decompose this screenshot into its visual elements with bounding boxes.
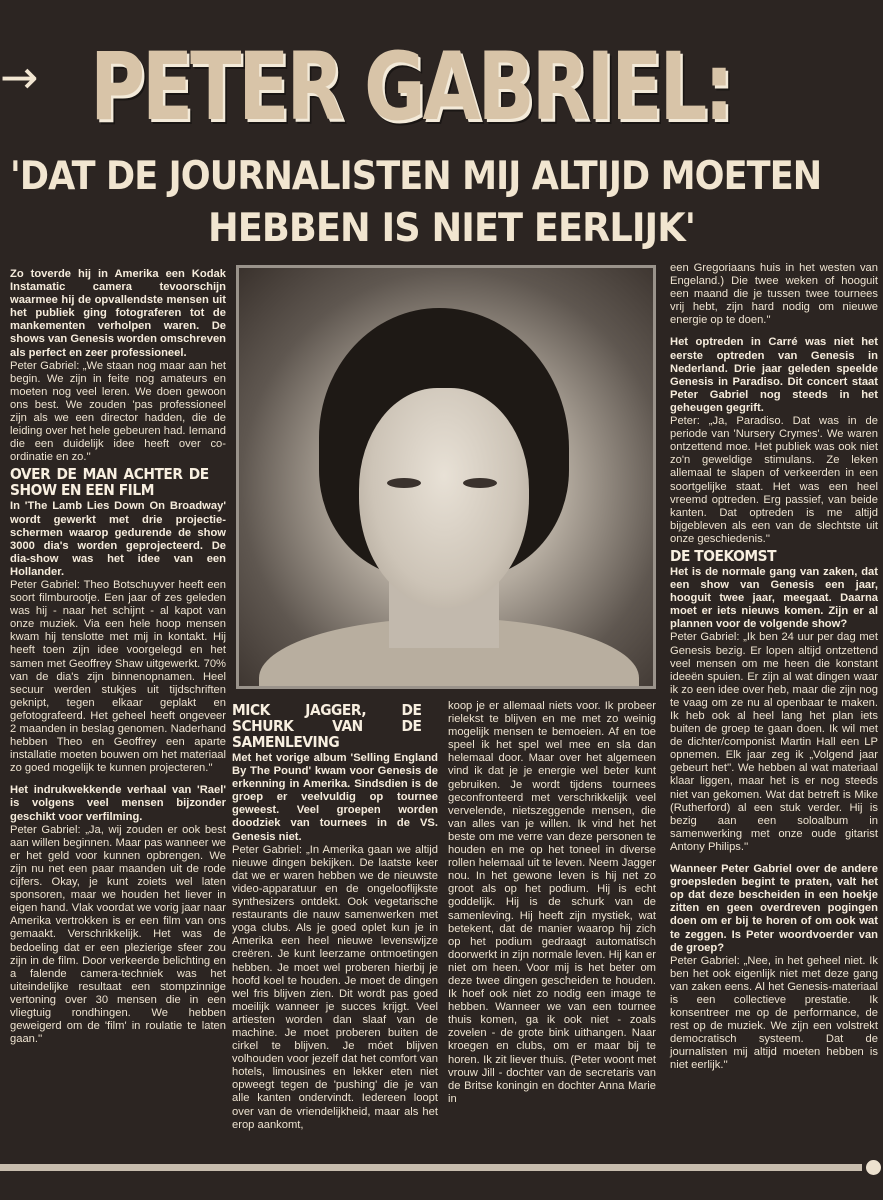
article-column-4 (448, 700, 656, 1106)
arrow-icon: → (0, 50, 39, 104)
article-column-5 (670, 262, 878, 1073)
body-paragraph: Peter Gabriel: „Nee, in het geheel niet. Ik ben het ook eigenlijk niet met deze gang van zaken eens. Al het Genesis-materiaal is een collectieve prestatie. Ik konsentreer me op de performance, de rest op de muziek. We zijn een volstrekt democratisch systeem. Dat de journalisten mij altijd moeten hebben is niet eerlijk.'' (670, 954, 878, 1072)
body-paragraph: Peter Gabriel: „Ja, wij zouden er ook best aan willen beginnen. Maar pas wanneer we er het geld voor kunnen opbrengen. We zijn nu net een paar maanden uit de rode cijfers. Okay, je kunt zoiets wel laten sponsoren, maar we houden het liever in eigen hand. Vlak voordat we vorig jaar naar Amerika vertrokken is er een film van ons gemaakt. Verschrikkelijk. Het was de bedoeling dat er een plezierige sfeer zou zijn in de film. Door verkeerde belichting en a falende camera-techniek was het uiteindelijke resultaat een stompzinnige vertoning over 30 mensen die in een vliegtuig rondhingen. We hebben geweigerd om de 'film' in roulatie te laten gaan.'' (10, 823, 226, 1046)
subtitle-line-2: HEBBEN IS NIET EERLIJK' (208, 206, 696, 251)
section-heading: OVER DE MAN ACHTER DE SHOW EN EEN FILM (10, 465, 209, 500)
lead-paragraph: Het is de normale gang van zaken, dat een show van Genesis een jaar, hooguit twee jaar, meegaat. Daarna moet er iets nieuws komen. Zijn er al plannen voor de volgende show? (670, 565, 878, 631)
section-heading: MICK JAGGER, DE SCHURK VAN DE SAMENLEVING (232, 701, 422, 751)
body-paragraph: Peter Gabriel: „In Amerika gaan we altijd nieuwe dingen bekijken. De laatste keer dat we er waren hebben we de nieuwste video-apparatuur en de ongelooflijkste synthesizers ontdekt. Ook vegetarische restaurants die nauw samenwerken met yoga clubs. Als je goed oplet kun je in Amerika een heel nieuwe levenswijze creëren. Je kunt leerzame ontmoetingen hebben. Je moet wel proberen hierbij je hoofd koel te houden. Je moet de dingen wel fris blijven zien. Dit wordt pas goed moeilijk wanneer je succes krijgt. Veel artiesten worden dan slaaf van de machine. Je moet proberen buiten de cirkel te blijven. Je móet blijven volhouden voor jezelf dat het comfort van hotels, limousines en lekker eten niet opweegt tegen de 'pushing' die je van alle kanten ondervindt. Iedereen loopt over van de vriendelijkheid, maar als het erop aankomt, (232, 843, 438, 1131)
article-column-3 (232, 700, 438, 1132)
intro-paragraph: Zo toverde hij in Amerika een Kodak Instamatic camera tevoorschijn waarmee hij de opvallendste mensen uit het publiek ging fotograferen tot de mankementen verholpen waren. De shows van Genesis worden omschreven als perfect en zeer professioneel. (10, 268, 226, 359)
photo-eye-left (387, 478, 421, 488)
body-paragraph: Peter Gabriel: „We staan nog maar aan het begin. We zijn in feite nog amateurs en moeten nog veel leren. We doen gewoon ons best. We zouden 'pas professioneel zijn als we een director hadden, die de leiding over het hele gebeuren had. Iemand die een duidelijk idee heeft over co-ordinatie en zo.'' (10, 359, 226, 464)
bottom-rule (0, 1164, 862, 1171)
body-paragraph: Peter: „Ja, Paradiso. Dat was in de periode van 'Nursery Crymes'. We waren ontzettend moe. Het publiek was ook niet zo'n geweldige stimulans. Ze leken allemaal te slapen of verkeerden in een soortgelijke staat. Het was een heel vreemd optreden. Erg passief, van beide kanten. Dat optreden is me altijd bijgebleven als een van de slechtste uit onze geschiedenis.'' (670, 415, 878, 545)
article-column-1 (10, 268, 226, 1046)
body-paragraph: Peter Gabriel: Theo Botschuyver heeft een soort filmburootje. Een jaar of zes geleden was hij - naar het schijnt - al kapot van onze muziek. Via een hele hoop mensen kwam hij tenslotte met mij in kontakt. Hij heeft toen zijn idee voorgelegd en het samen met Geoffrey Shaw uitgewerkt. 70% van de dia's zijn binnenopnamen. Heel secuur werden stukjes uit tijdschriften geknipt, tegen elkaar geplakt en gefotografeerd. Het geheel heeft ongeveer 2 maanden in beslag genomen. Naderhand hebben Theo en Geoffrey een aparte installatie moeten bouwen om het materiaal zo goed mogelijk te kunnen projecteren.'' (10, 578, 226, 775)
lead-paragraph: Met het vorige album 'Selling England By The Pound' kwam voor Genesis de erkenning in Amerika. Sindsdien is de groep er veelvuldig op tournee geweest. Veel groepen worden doodziek van tournees in de VS. Genesis niet. (232, 752, 438, 843)
lead-paragraph: Wanneer Peter Gabriel over de andere groepsleden begint te praten, valt het op dat deze bescheiden in een hoekje zitten en geen overdreven pogingen doen om er bij te horen of om ook wat te zeggen. Is Peter woordvoerder van de groep? (670, 863, 878, 954)
article-title: PETER GABRIEL: (90, 33, 731, 142)
subtitle-line-1: 'DAT DE JOURNALISTEN MIJ ALTIJD MOETEN (10, 154, 822, 199)
end-dot-icon (866, 1160, 881, 1175)
lead-paragraph: In 'The Lamb Lies Down On Broadway' wordt gewerkt met drie projectie-schermen waarop gedurende de show 3000 dia's worden geprojecteerd. De dia-show was het idee van een Hollander. (10, 500, 226, 578)
photo-eye-right (463, 478, 497, 488)
body-paragraph: een Gregoriaans huis in het westen van Engeland.) Die twee weken of hooguit een maand die je tussen twee tournees vrij hebt, zijn hard nodig om nieuwe energie op te doen.'' (670, 262, 878, 327)
body-paragraph: koop je er allemaal niets voor. Ik probeer rielekst te blijven en me met zo weinig mogelijk mensen te bemoeien. Af en toe speel ik het spel wel mee en sla dan helemaal door. Maar over het algemeen vind ik dat je je energie wel beter kunt gebruiken. Je wordt tijdens tournees geconfronteerd met verschrikkelijk veel vervelende, nietszeggende mensen, die van alles van je willen. Ik vind het het beste om me verre van deze personen te houden en me op het toneel in diverse rollen helemaal uit te leven. Neem Jagger nou. In het gewone leven is hij net zo groot als op het podium. Hij is echt goddelijk. Hij is de schurk van de samenleving. Hij heeft zijn mystiek, wat betekent, dat de manier waarop hij zich op het podium gedraagt automatisch doorwerkt in zijn normale leven. Hij kan er niet om heen. Voor mij is het beter om deze twee dingen gescheiden te houden. Ik hoef ook niet zo nodig een image te hebben. Wanneer we van een tournee thuis komen, ga ik ook niet - zoals zovelen - de grote bink uithangen. Naar kroegen en clubs, om er maar bij te horen. Ik zit liever thuis. (Peter woont met vrouw Jill - dochter van de secretaris van de Britse koningin en dochter Anna Marie in (448, 700, 656, 1105)
lead-paragraph: Het optreden in Carré was niet het eerste optreden van Genesis in Nederland. Drie jaar geleden speelde Genesis in Paradiso. Dit concert staat Peter Gabriel nog steeds in het geheugen gegrift. (670, 336, 878, 414)
section-heading: DE TOEKOMST (670, 546, 777, 565)
lead-paragraph: Het indrukwekkende verhaal van 'Rael' is volgens veel mensen bijzonder geschikt voor verfilming. (10, 784, 226, 823)
portrait-photo (236, 265, 656, 689)
photo-face (359, 388, 529, 608)
body-paragraph: Peter Gabriel: „Ik ben 24 uur per dag met Genesis bezig. Er lopen altijd ontzettend veel mensen om me heen die konstant ideeën spuien. Er zijn al wat dingen waar ik zo een idee over heb, maar die zijn nog te vaag om ze nu al openbaar te maken. Ik heb ook al heel lang het plan iets buiten de groep te gaan doen. Ik wil met de dichter/componist Martin Hall een LP opnemen. Elk jaar zeg ik „Volgend jaar gebeurt het''. We hebben al wat materiaal klaar liggen, maar het is er nog steeds niet van gekomen. Wat dat betreft is Mike (Rutherford) al een stuk verder. Hij is bezig aan een soloalbum in samenwerking met onze oude gitarist Antony Philips.'' (670, 631, 878, 853)
